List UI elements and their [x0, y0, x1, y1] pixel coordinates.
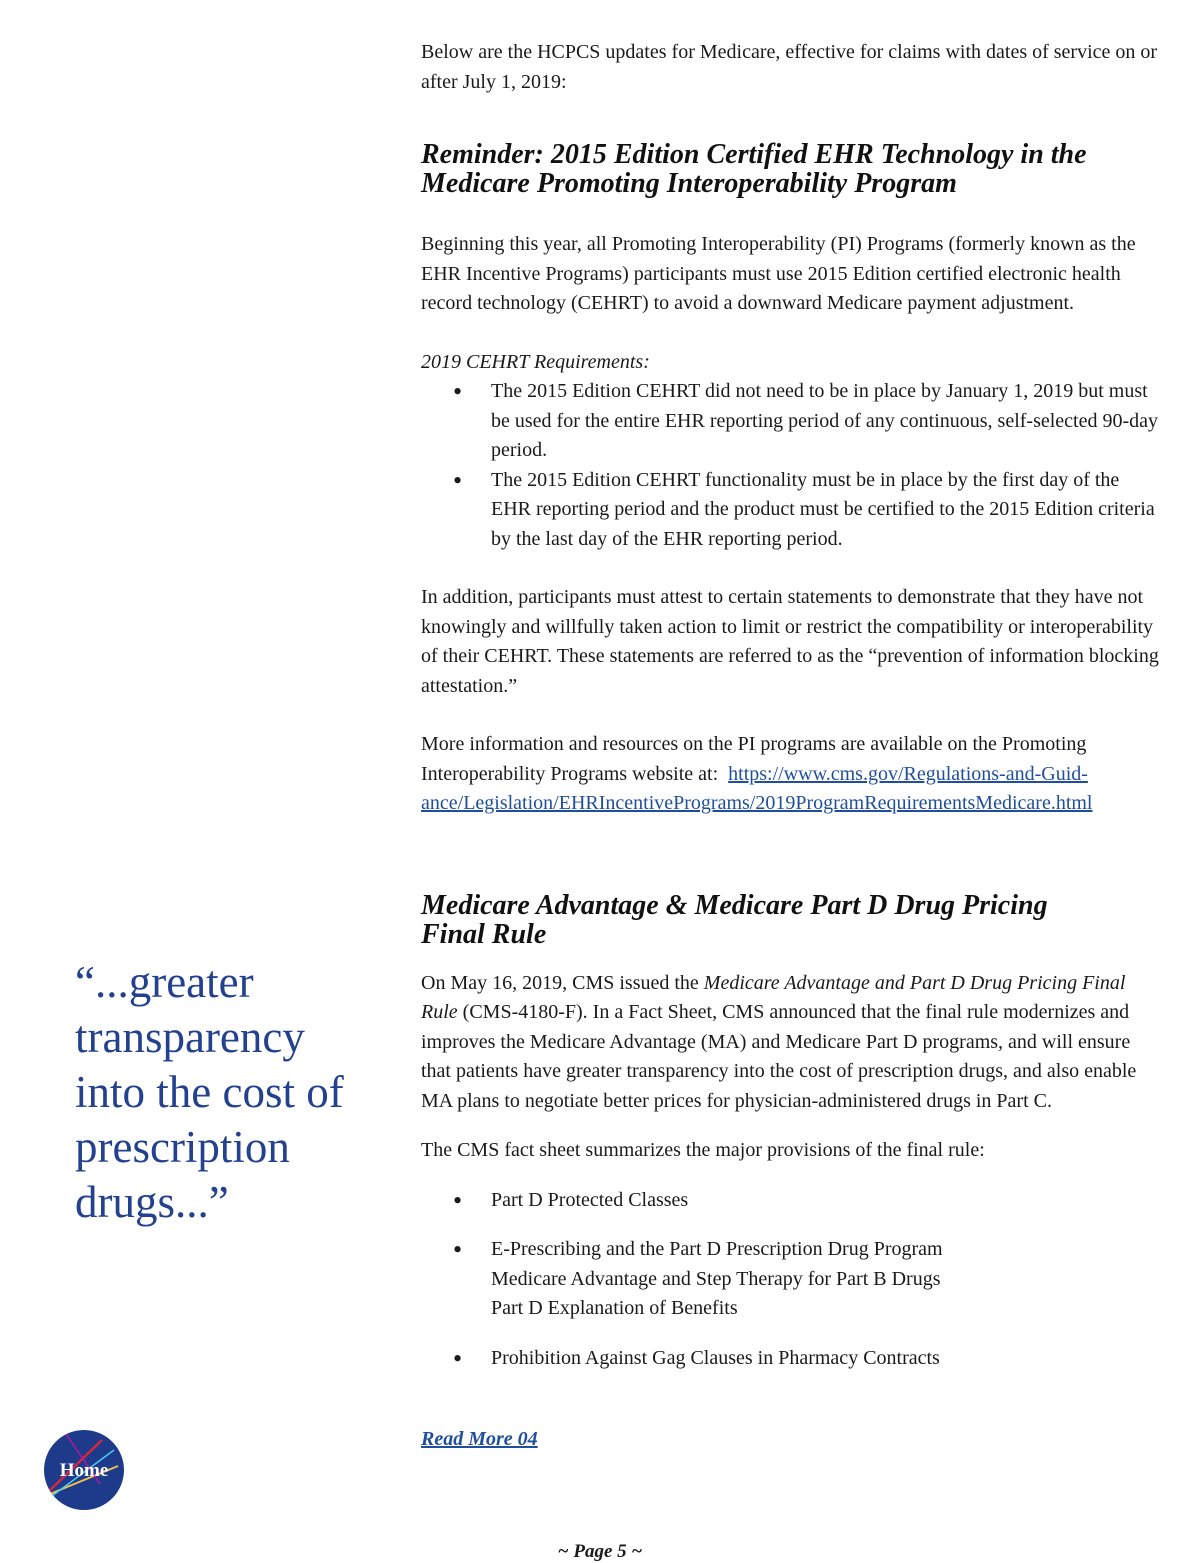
section1-paragraph-3 — [421, 730, 1161, 819]
section2-heading-line2: Final Rule — [421, 918, 547, 950]
section1-paragraph-1: Beginning this year, all Promoting Interoperability (PI) Programs (formerly known as the EHR Incentive Programs) participants must use 2015 Edition certified electronic health record technology (CEHRT) to avoid a downward Medicare payment adjustment. — [421, 233, 1136, 314]
section2-heading — [421, 891, 1161, 949]
section2-paragraph-2: The CMS fact sheet summarizes the major provisions of the final rule: — [421, 1139, 985, 1161]
home-button[interactable] — [44, 1430, 124, 1510]
cehrt-requirements-subheading: 2019 CEHRT Requirements: — [421, 350, 650, 373]
provisions-list-3 — [421, 1344, 1161, 1374]
list-item: • Prohibition Against Gag Clauses in Pharmacy Contracts — [421, 1344, 1161, 1374]
section2-paragraph-1 — [421, 969, 1161, 1117]
section1-paragraph-2: In addition, participants must attest to certain statements to demonstrate that they have not knowingly and willfully taken action to limit or restrict the compatibility or interoperability of their CEHRT. These statements are referred to as the “prevention of information blocking attestation.” — [421, 586, 1159, 697]
pull-quote: “...greater transparency into the cost of prescription drugs...” — [75, 957, 344, 1227]
provision-eob: Part D Explanation of Benefits — [491, 1297, 738, 1319]
final-rule-title: Medicare Advantage and Part D Drug Pricing Final Rule — [421, 971, 1126, 1023]
cms-link-part1[interactable]: https://www.cms.gov/Regulations-and-Guid- — [728, 762, 1088, 785]
list-item — [421, 1235, 1161, 1324]
intro-paragraph: Below are the HCPCS updates for Medicare, effective for claims with dates of service on or after July 1, 2019: — [421, 41, 1158, 93]
list-item: • The 2015 Edition CEHRT did not need to be in place by January 1, 2019 but must be used for the entire EHR reporting period of any continuous, self-selected 90-day period. — [421, 377, 1161, 466]
cehrt-requirements-list — [421, 377, 1161, 554]
page-number: ~ Page 5 ~ — [557, 1541, 643, 1562]
section1-heading-line2: Medicare Promoting Interoperability Program — [421, 168, 957, 199]
read-more-link[interactable]: Read More 04 — [421, 1428, 538, 1450]
section1-heading-line1: Reminder: 2015 Edition Certified EHR Technology in the — [421, 139, 1087, 170]
final-rule-text-end: (CMS-4180-F). In a Fact Sheet, CMS announced that the final rule modernizes and improves the Medicare Advantage (MA) and Medicare Part D programs, and will ensure that patients have greater transparency into the cost of prescription drugs, and also enable MA plans to negotiate better prices for physician-administered drugs in Part C. — [421, 1001, 1137, 1112]
home-label: Home — [59, 1460, 109, 1481]
provisions-list — [421, 1186, 1161, 1216]
cms-link-part2[interactable]: ance/Legislation/EHRIncentivePrograms/2019ProgramRequirementsMedicare.html — [421, 792, 1093, 814]
provision-eprescribing: E-Prescribing and the Part D Prescription Drug Program — [491, 1238, 943, 1260]
section1-heading — [421, 140, 1161, 198]
main-column — [421, 38, 1161, 1373]
final-rule-text-start: On May 16, 2019, CMS issued the — [421, 971, 699, 994]
pi-info-text: More information and resources on the PI programs are available on the Promoting Interoperability Programs website at: — [421, 733, 1087, 785]
list-item: • The 2015 Edition CEHRT functionality must be in place by the first day of the EHR reporting period and the product must be certified to the 2015 Edition criteria by the last day of the EHR reporting period. — [421, 466, 1161, 555]
provision-step-therapy: Medicare Advantage and Step Therapy for Part B Drugs — [491, 1267, 941, 1290]
list-item: • Part D Protected Classes — [421, 1186, 1161, 1216]
provisions-list-2 — [421, 1235, 1161, 1324]
section2-heading-line1: Medicare Advantage & Medicare Part D Drug Pricing — [421, 889, 1048, 921]
